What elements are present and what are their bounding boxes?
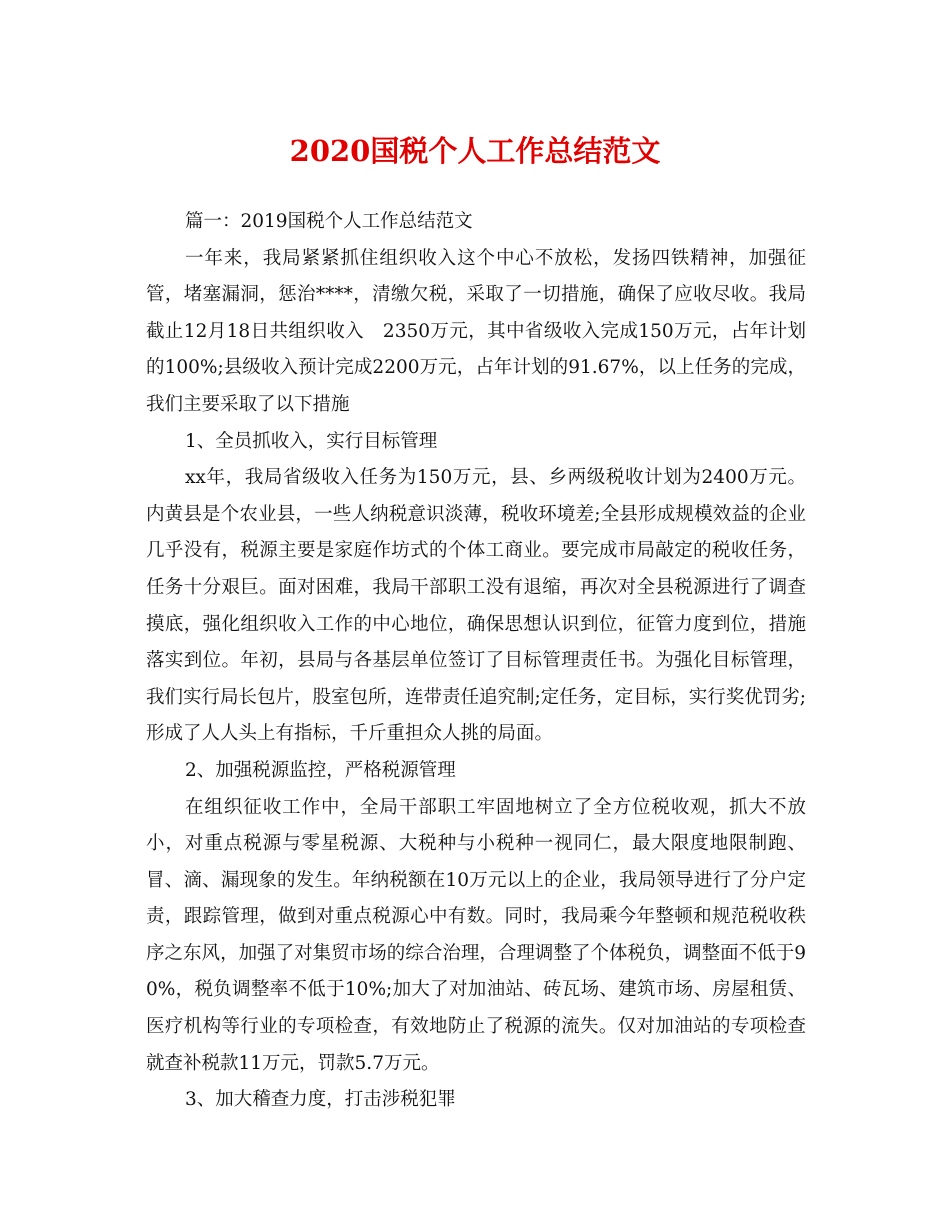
sub-heading: 1、全员抓收入，实行目标管理 [185,430,438,452]
paragraph: 一年来，我局紧紧抓住组织收入这个中心不放松，发扬四铁精神，加强征管，堵塞漏洞，惩治****，清缴欠税，采取了一切措施，确保了应收尽收。我局截止12月18日共组织收入 2350万元，其中省级收入完成150万元，占年计划的100%;县级收入预计完成2200万元，占年计划的91.67%，以上任务的完成，我们主要采取了以下措施 [146,247,806,415]
paragraph: 在组织征收工作中，全局干部职工牢固地树立了全方位税收观，抓大不放小，对重点税源与零星税源、大税种与小税种一视同仁，最大限度地限制跑、冒、滴、漏现象的发生。年纳税额在10万元以上的企业，我局领导进行了分户定责，跟踪管理，做到对重点税源心中有数。同时，我局乘今年整顿和规范税收秩序之东风，加强了对集贸市场的综合治理，合理调整了个体税负，调整面不低于90%，税负调整率不低于10%;加大了对加油站、砖瓦场、建筑市场、房屋租赁、医疗机构等行业的专项检查，有效地防止了税源的流失。仅对加油站的专项检查就查补税款11万元，罚款5.7万元。 [146,796,806,1074]
sub-heading: 3、加大稽查力度，打击涉税犯罪 [185,1089,456,1111]
document-title: 2020国税个人工作总结范文 [289,134,661,168]
document-body [146,204,806,1119]
section-heading: 篇一：2019国税个人工作总结范文 [185,211,473,232]
paragraph: xx年，我局省级收入任务为150万元，县、乡两级税收计划为2400万元。内黄县是个农业县，一些人纳税意识淡薄，税收环境差;全县形成规模效益的企业几乎没有，税源主要是家庭作坊式的个体工商业。要完成市局敲定的税收任务，任务十分艰巨。面对困难，我局干部职工没有退缩，再次对全县税源进行了调查摸底，强化组织收入工作的中心地位，确保思想认识到位，征管力度到位，措施落实到位。年初，县局与各基层单位签订了目标管理责任书。为强化目标管理，我们实行局长包片，股室包所，连带责任追究制;定任务，定目标，实行奖优罚劣;形成了人人头上有指标，千斤重担众人挑的局面。 [146,467,806,745]
sub-heading: 2、加强税源监控，严格税源管理 [185,759,456,781]
